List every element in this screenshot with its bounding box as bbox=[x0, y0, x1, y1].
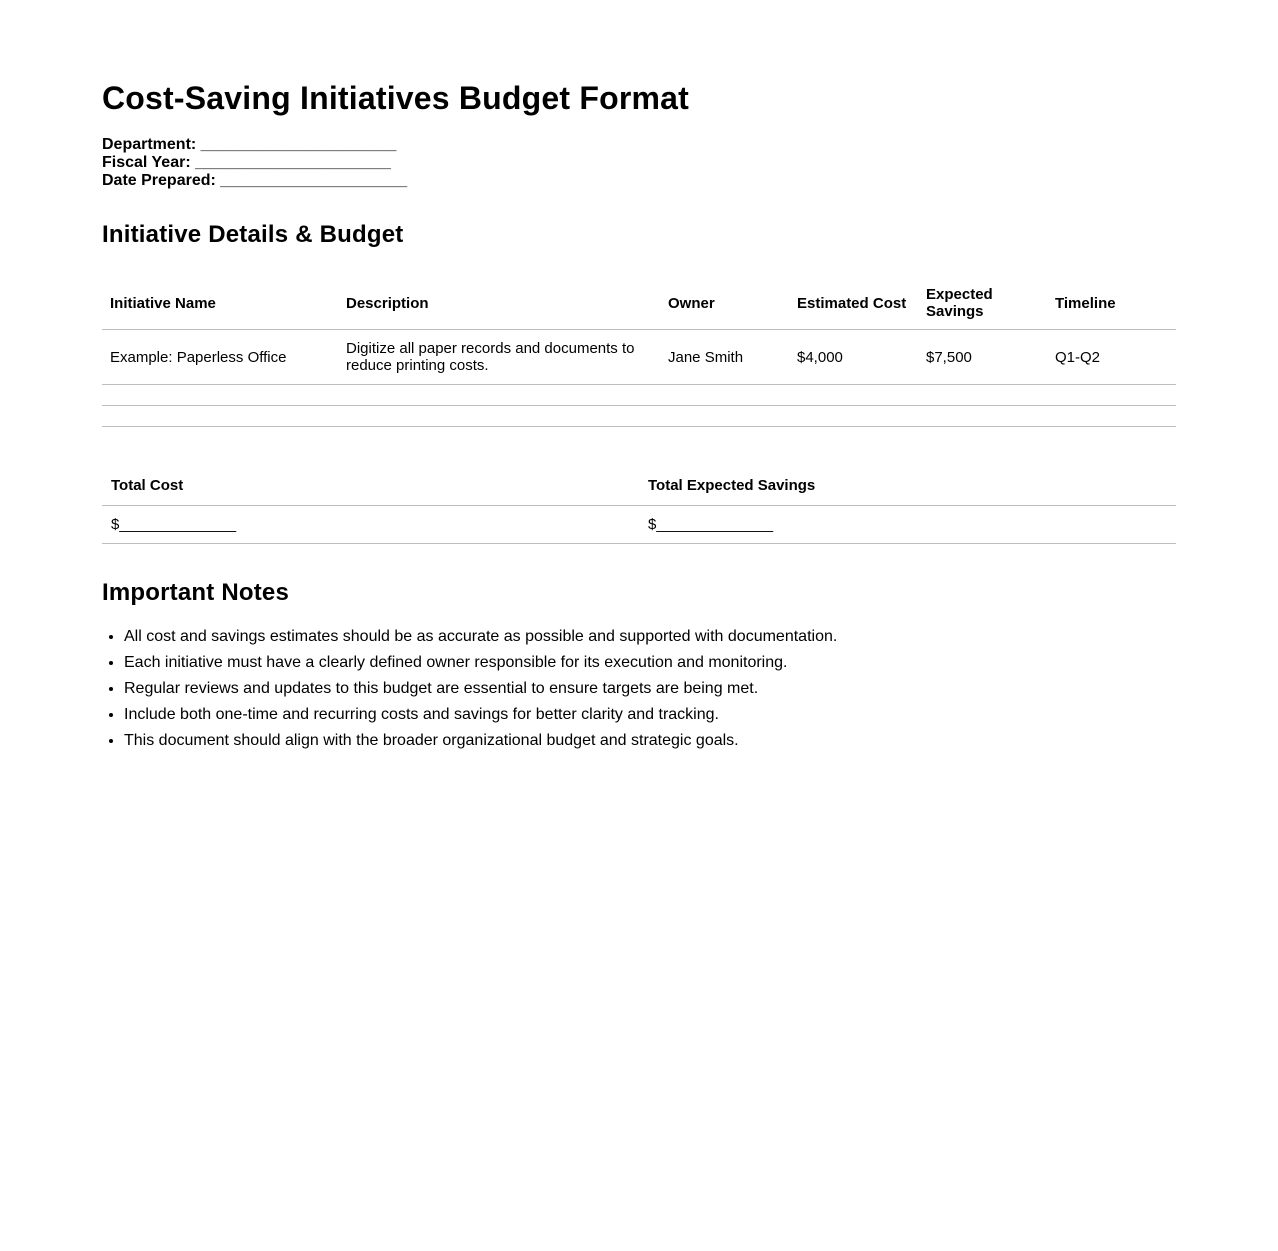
document-page bbox=[102, 0, 1176, 754]
table-cell bbox=[1047, 385, 1176, 406]
total-cost-header: Total Cost bbox=[102, 466, 639, 506]
table-cell bbox=[918, 406, 1047, 427]
list-item: • This document should align with the broader organizational budget and strategic goals. bbox=[124, 728, 1176, 754]
table-cell bbox=[102, 385, 338, 406]
section-heading-notes: Important Notes bbox=[102, 579, 290, 606]
department-field: Department: ______________________ bbox=[102, 136, 397, 153]
totals-table bbox=[102, 466, 1176, 544]
total-savings-header: Total Expected Savings bbox=[639, 466, 1176, 506]
table-cell bbox=[789, 406, 918, 427]
table-cell bbox=[338, 385, 660, 406]
table-row bbox=[102, 385, 1176, 406]
table-cell bbox=[918, 385, 1047, 406]
list-item: • Regular reviews and updates to this budget are essential to ensure targets are being met. bbox=[124, 676, 1176, 702]
totals-row bbox=[102, 506, 1176, 544]
column-header: Expected Savings bbox=[918, 277, 1047, 330]
meta-fields bbox=[102, 136, 1176, 190]
table-cell bbox=[789, 385, 918, 406]
page-title: Cost-Saving Initiatives Budget Format bbox=[102, 80, 690, 116]
table-cell: Q1-Q2 bbox=[1047, 330, 1176, 385]
notes-list bbox=[102, 624, 1176, 754]
total-savings-value: $______________ bbox=[639, 506, 1176, 544]
date-prepared-field: Date Prepared: _____________________ bbox=[102, 172, 408, 189]
table-row bbox=[102, 406, 1176, 427]
table-cell bbox=[102, 406, 338, 427]
table-header-row bbox=[102, 277, 1176, 330]
column-header: Description bbox=[338, 277, 660, 330]
totals-header-row bbox=[102, 466, 1176, 506]
list-item: • Include both one-time and recurring costs and savings for better clarity and tracking. bbox=[124, 702, 1176, 728]
fiscal-year-field: Fiscal Year: ______________________ bbox=[102, 154, 391, 171]
column-header: Initiative Name bbox=[102, 277, 338, 330]
column-header: Estimated Cost bbox=[789, 277, 918, 330]
table-cell bbox=[660, 406, 789, 427]
total-cost-value: $______________ bbox=[102, 506, 639, 544]
table-cell bbox=[660, 385, 789, 406]
budget-table bbox=[102, 277, 1176, 427]
table-cell bbox=[338, 406, 660, 427]
column-header: Owner bbox=[660, 277, 789, 330]
table-cell: $4,000 bbox=[789, 330, 918, 385]
list-item: • Each initiative must have a clearly defined owner responsible for its execution and monitoring. bbox=[124, 650, 1176, 676]
section-heading-details: Initiative Details & Budget bbox=[102, 221, 404, 248]
table-cell bbox=[1047, 406, 1176, 427]
table-cell: Example: Paperless Office bbox=[102, 330, 338, 385]
table-cell: Jane Smith bbox=[660, 330, 789, 385]
table-row bbox=[102, 330, 1176, 385]
table-cell: Digitize all paper records and documents to reduce printing costs. bbox=[338, 330, 660, 385]
list-item: • All cost and savings estimates should be as accurate as possible and supported with documentation. bbox=[124, 624, 1176, 650]
table-cell: $7,500 bbox=[918, 330, 1047, 385]
column-header: Timeline bbox=[1047, 277, 1176, 330]
